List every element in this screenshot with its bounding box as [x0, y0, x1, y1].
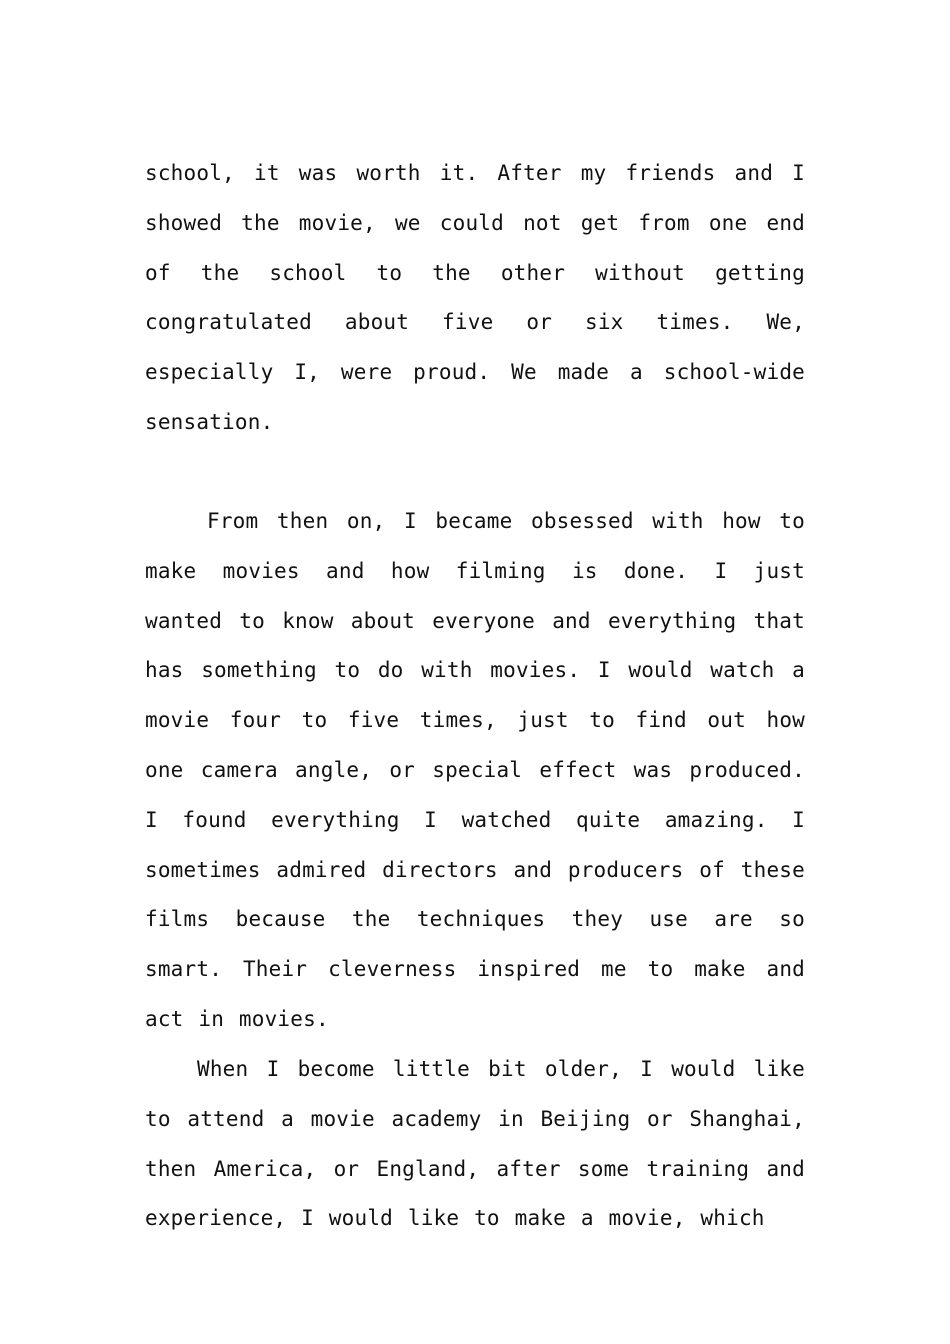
paragraph: From then on, I became obsessed with how to make movies and how filming is done. I just wanted to know about everyone and everything that has something to do with movies. I would watch a movie four to five times, just to find out how one camera angle, or special effect was produced. I found everything I watched quite amazing. I sometimes admired directors and producers of these films because the techniques they use are so smart. Their cleverness inspired me to make and act in movies.: [145, 509, 805, 1031]
paragraph: school, it was worth it. After my friends and I showed the movie, we could not get from one end of the school to the other without getting congratulated about five or six times. We, especially I, were proud. We made a school-wide sensation.: [145, 161, 805, 434]
paragraph: When I become little bit older, I would like to attend a movie academy in Beijing or Shanghai, then America, or England, after some training and experience, I would like to make a movie, which: [145, 1057, 805, 1231]
